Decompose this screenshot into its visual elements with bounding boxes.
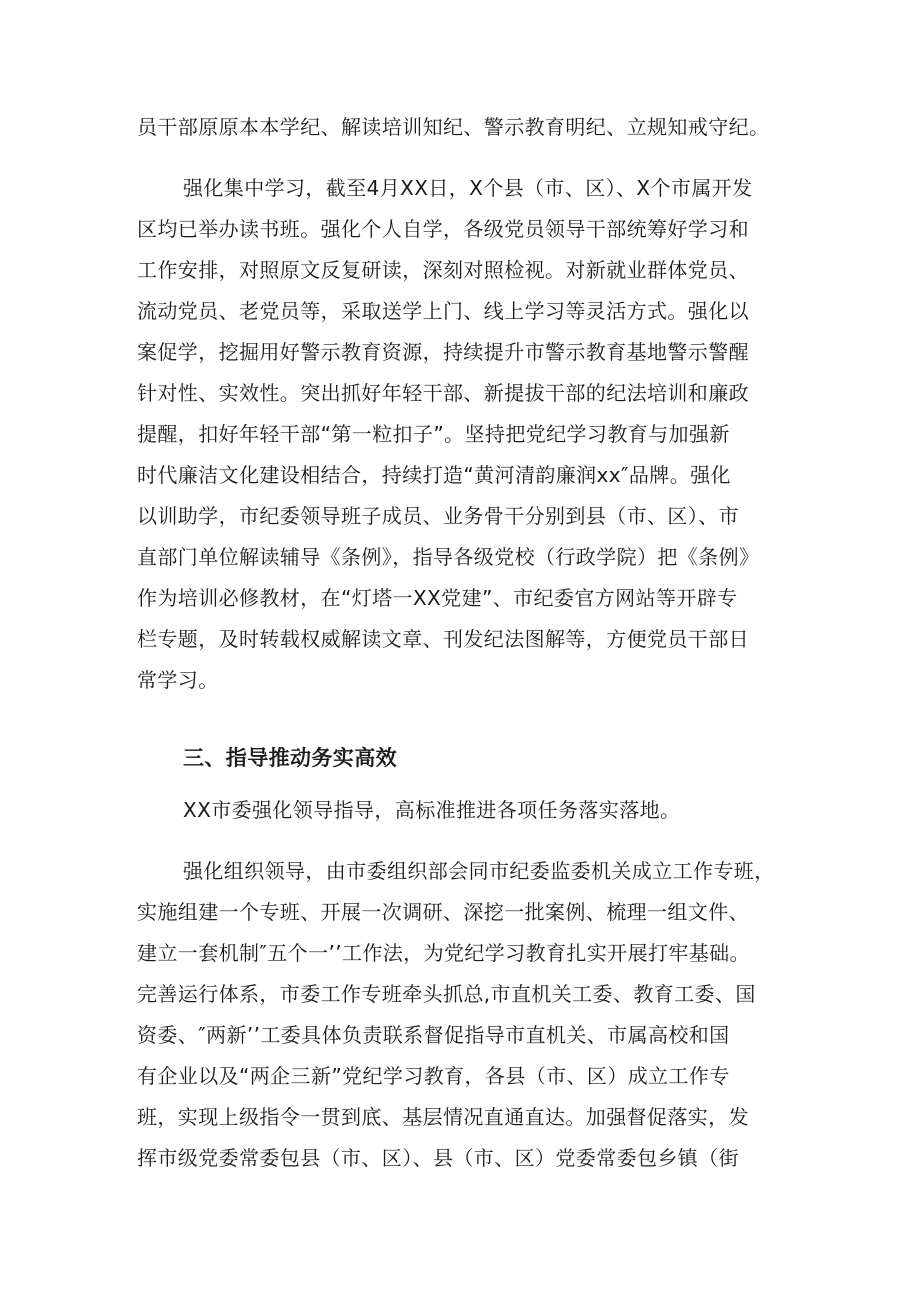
study-line: 栏专题，及时转载权威解读文章、刊发纪法图解等，方便党员干部日 xyxy=(137,627,749,651)
organization-line: 班，实现上级指令一贯到底、基层情况直通直达。加强督促落实，发 xyxy=(137,1105,749,1129)
study-line: 流动党员、老党员等，采取送学上门、线上学习等灵活方式。强化以 xyxy=(137,299,749,323)
study-line: 提醒，扣好年轻干部“第一粒扣子”。坚持把党纪学习教育与加强新 xyxy=(137,422,730,446)
study-line: 常学习。 xyxy=(137,668,219,692)
study-line: 强化集中学习，截至4月XX日，X个县（市、区）、X个市属开发 xyxy=(183,176,753,200)
study-line: 直部门单位解读辅导《条例》，指导各级党校（行政学院）把《条例》 xyxy=(137,545,760,569)
organization-line: 建立一套机制″五个一’’工作法，为党纪学习教育扎实开展打牢基础。 xyxy=(137,941,750,965)
organization-line: 完善运行体系，市委工作专班牵头抓总,市直机关工委、教育工委、国 xyxy=(137,982,756,1006)
study-line: 案促学，挖掘用好警示教育资源，持续提升市警示教育基地警示警醒 xyxy=(137,340,749,364)
organization-line: 强化组织领导，由市委组织部会同市纪委监委机关成立工作专班， xyxy=(183,859,775,883)
guidance-paragraph: XX市委强化领导指导，高标准推进各项任务落实落地。 xyxy=(183,798,681,822)
study-line: 作为培训必修教材，在“灯塔一XX党建”、市纪委官方网站等开辟专 xyxy=(137,586,738,610)
organization-line: 有企业以及“两企三新”党纪学习教育，各县（市、区）成立工作专 xyxy=(137,1064,730,1088)
organization-line: 挥市级党委常委包县（市、区）、县（市、区）党委常委包乡镇（街 xyxy=(137,1146,739,1170)
study-line: 工作安排，对照原文反复研读，深刻对照检视。对新就业群体党员、 xyxy=(137,258,749,282)
section-heading: 三、指导推动务实高效 xyxy=(183,746,397,770)
study-line: 区均已举办读书班。强化个人自学，各级党员领导干部统筹好学习和 xyxy=(137,217,749,241)
study-line: 以训助学，市纪委领导班子成员、业务骨干分别到县（市、区）、市 xyxy=(137,504,739,528)
paragraph-intro-tail: 员干部原原本本学纪、解读培训知纪、警示教育明纪、立规知戒守纪。 xyxy=(137,115,770,139)
study-line: 针对性、实效性。突出抓好年轻干部、新提拔干部的纪法培训和廉政 xyxy=(137,381,749,405)
organization-line: 资委、″两新’’工委具体负责联系督促指导市直机关、市属高校和国 xyxy=(137,1023,730,1047)
organization-line: 实施组建一个专班、开展一次调研、深挖一批案例、梳理一组文件、 xyxy=(137,900,749,924)
study-line: 时代廉洁文化建设相结合，持续打造“黄河清韵廉润xx″品牌。强化 xyxy=(137,463,731,487)
